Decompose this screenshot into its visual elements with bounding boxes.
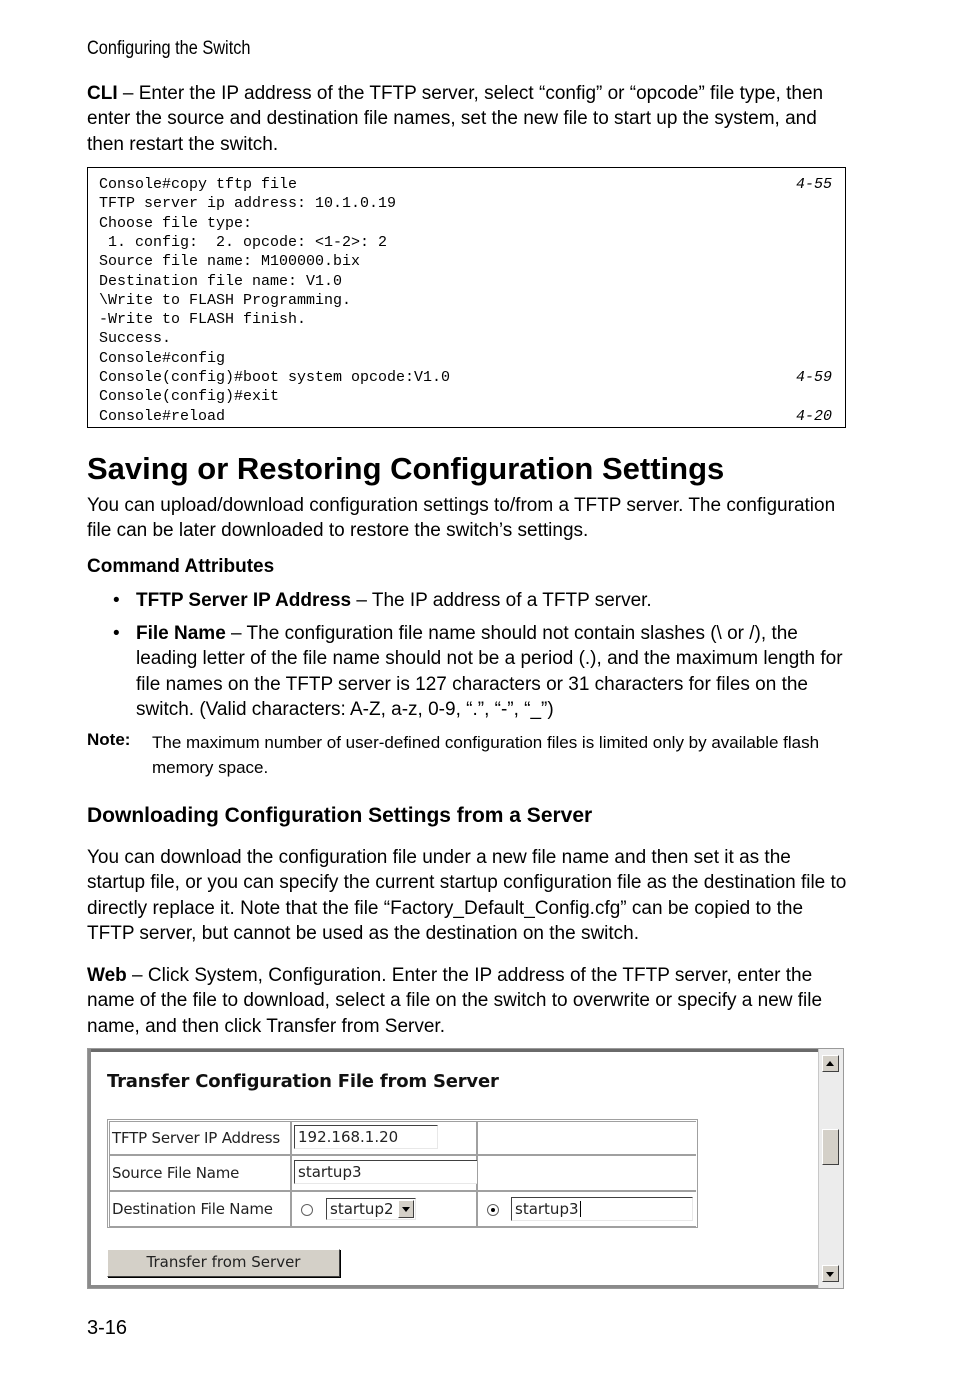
section-title: Saving or Restoring Configuration Settings xyxy=(87,451,725,486)
web-paragraph xyxy=(87,963,847,1039)
code-line: \Write to FLASH Programming. xyxy=(99,291,352,309)
running-head: Configuring the Switch xyxy=(87,38,251,59)
attributes-heading: Command Attributes xyxy=(87,556,275,577)
transfer-from-server-button[interactable]: Transfer from Server xyxy=(107,1249,340,1277)
code-page-ref: 4-20 xyxy=(795,407,832,425)
code-line: TFTP server ip address: 10.1.0.19 xyxy=(99,195,397,213)
code-line: Destination file name: V1.0 xyxy=(99,272,343,290)
bullet-term: TFTP Server IP Address xyxy=(136,590,352,611)
code-line: Success. xyxy=(99,330,172,348)
panel-title: Transfer Configuration File from Server xyxy=(107,1071,499,1092)
existing-file-radio[interactable] xyxy=(301,1204,313,1216)
code-page-ref: 4-59 xyxy=(795,369,832,386)
empty-cell xyxy=(477,1155,696,1191)
bullet-term: File Name xyxy=(136,623,226,644)
vertical-scrollbar[interactable] xyxy=(818,1049,843,1288)
source-file-cell xyxy=(291,1155,477,1191)
arrow-up-icon xyxy=(826,1061,834,1066)
code-line: Console#copy tftp file 4-55 xyxy=(99,176,832,193)
web-screenshot xyxy=(87,1048,844,1289)
bullet-item: • File Name – The configuration file name should not contain slashes (\ or /), the leading letter of the file name should not be a period (.), and the maximum length for file names on the TFTP server is 127 characters or 31 characters for files on the switch. (Valid characters: A-Z, a-z, 0-9, “.”, “-”, “_”) xyxy=(113,623,843,720)
source-file-label: Source File Name xyxy=(109,1155,291,1191)
destination-new-file-input[interactable]: startup3 xyxy=(511,1197,693,1221)
page-number: 3-16 xyxy=(87,1317,128,1339)
tftp-server-ip-input[interactable]: 192.168.1.20 xyxy=(294,1125,438,1149)
cli-label: CLI xyxy=(87,83,118,104)
section-intro: You can upload/download configuration settings to/from a TFTP server. The configuration file can be later downloaded to restore the switch’s settings. xyxy=(87,495,836,542)
empty-cell xyxy=(477,1121,696,1155)
code-line: Console#reload 4-20 xyxy=(99,407,832,425)
code-line: Console(config)#boot system opcode:V1.0 4-59 xyxy=(99,369,832,386)
arrow-down-icon xyxy=(826,1272,834,1277)
transfer-form-table xyxy=(107,1119,698,1228)
source-file-input[interactable]: startup3 xyxy=(294,1160,478,1184)
frame-edge xyxy=(88,1285,820,1288)
note-label: Note: xyxy=(87,730,131,749)
destination-new-cell xyxy=(477,1191,696,1227)
subsection-paragraph: You can download the configuration file under a new file name and then set it as the startup file, or you can specify the current startup configuration file as the destination file to directly replace it. Note that the file “Factory_Default_Config.cfg” can be copied to the TFTP server, but cannot be used as the destination on the switch. xyxy=(87,847,847,944)
cli-paragraph xyxy=(87,81,847,157)
code-page-ref: 4-55 xyxy=(795,176,832,193)
code-line: Console#config xyxy=(99,349,226,367)
cli-text: – Enter the IP address of the TFTP server, select “config” or “opcode” file type, then enter the source and destination file names, set the new file to start up the system, and then restart the switch. xyxy=(87,83,824,155)
ip-address-label: TFTP Server IP Address xyxy=(109,1121,291,1155)
dropdown-arrow-icon[interactable] xyxy=(398,1200,414,1218)
code-line: -Write to FLASH finish. xyxy=(99,311,307,329)
frame-edge xyxy=(88,1049,820,1052)
cli-code-block xyxy=(87,167,846,428)
scroll-down-button[interactable] xyxy=(822,1265,839,1282)
bullet-mark: • xyxy=(113,623,120,644)
code-line: Choose file type: xyxy=(99,214,253,232)
scroll-up-button[interactable] xyxy=(822,1055,839,1072)
destination-file-select[interactable] xyxy=(326,1198,416,1220)
web-label: Web xyxy=(87,965,127,986)
frame-edge xyxy=(88,1049,91,1288)
bullet-mark: • xyxy=(113,590,120,611)
code-line: Source file name: M100000.bix xyxy=(99,253,361,271)
web-text: – Click System, Configuration. Enter the IP address of the TFTP server, enter the name of the file to download, select a file on the switch to overwrite or specify a new file name, and then click Transfer from Server. xyxy=(87,965,823,1037)
code-line: 1. config: 2. opcode: <1-2>: 2 xyxy=(99,233,388,251)
text-caret xyxy=(580,1201,581,1217)
new-file-radio[interactable] xyxy=(487,1204,499,1216)
note-text: The maximum number of user-defined configuration files is limited only by available flash memory space. xyxy=(152,733,820,777)
bullet-item: • TFTP Server IP Address – The IP address of a TFTP server. xyxy=(113,588,843,614)
subsection-title: Downloading Configuration Settings from a Server xyxy=(87,804,593,827)
ip-address-cell xyxy=(291,1121,477,1155)
destination-file-label: Destination File Name xyxy=(109,1191,291,1227)
scroll-thumb[interactable] xyxy=(822,1129,839,1165)
selected-option: startup2 xyxy=(330,1200,394,1218)
destination-existing-cell xyxy=(291,1191,477,1227)
code-line: Console(config)#exit xyxy=(99,388,280,406)
